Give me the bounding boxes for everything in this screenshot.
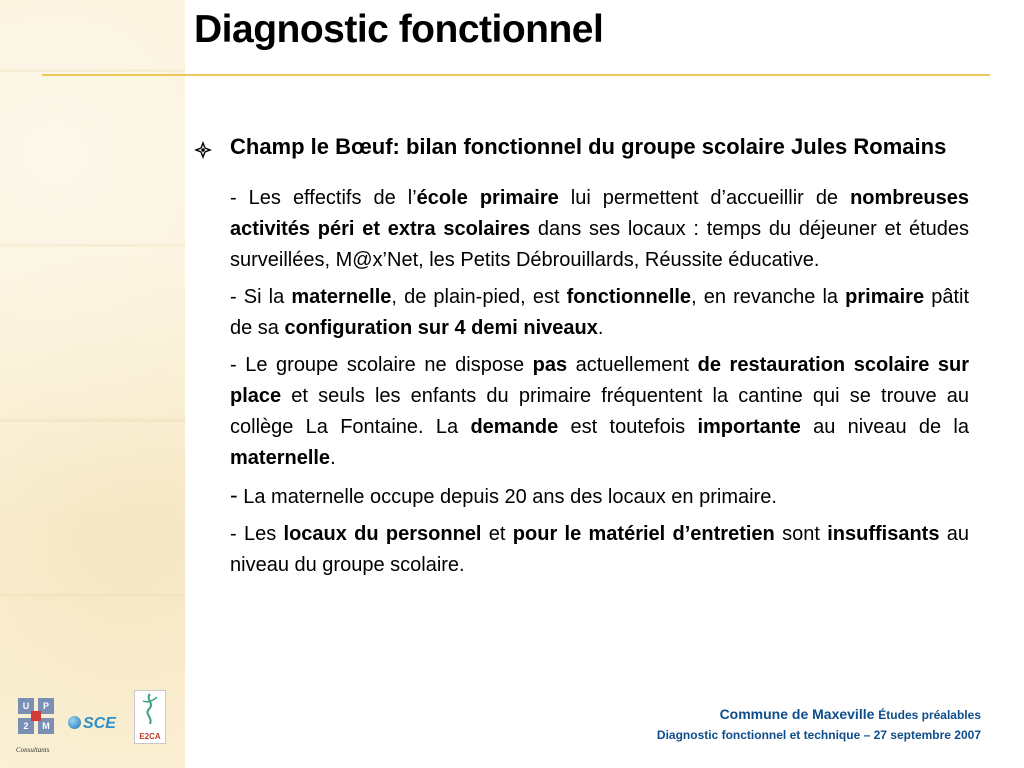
text-run: - Les [230,523,284,545]
title-divider [42,74,990,76]
text-run: sont [774,523,828,545]
up2m-letter-p: P [38,698,54,714]
text-run: . [597,317,604,339]
text-run: , de plain-pied, est [391,286,567,308]
paragraph-locaux-maternelle [230,480,969,513]
text-run: lui permettent d’accueillir de [558,187,851,209]
paragraph-locaux-personnel [230,519,969,581]
up2m-logo [14,698,58,754]
page-title: Diagnostic fonctionnel [194,8,604,51]
footer-commune: Commune de Maxeville [719,706,875,722]
sce-logo [68,714,132,734]
text-run: - [230,482,238,508]
e2ca-figure-icon [135,691,165,727]
text-run: dans ses locaux : temps du déjeuner et études surveillées, M@x’Net, les Petits Débrouillards, Réussite éducative. [230,218,970,271]
text-run: - Le groupe scolaire ne dispose [230,354,533,376]
bullet-item [194,131,969,167]
text-run-bold: maternelle [291,286,392,308]
text-run-bold: maternelle [230,447,331,469]
paragraph-maternelle [230,282,969,344]
text-run: et [481,523,513,545]
sce-logo-text: SCE [83,715,116,732]
slide-footer [657,703,981,744]
text-run-bold: fonctionnelle [566,286,692,308]
paragraph-restauration [230,350,969,474]
text-run: - Si la [230,286,292,308]
text-run-bold: locaux du personnel [283,523,482,545]
text-run: La maternelle occupe depuis 20 ans des locaux en primaire. [237,486,777,508]
up2m-letter-u: U [18,698,34,714]
text-run: au niveau du groupe scolaire. [230,523,970,576]
text-run: est toutefois [558,416,698,438]
text-run: pâtit de sa [230,286,970,339]
text-run-bold: primaire [845,286,925,308]
up2m-center-dot [31,711,41,721]
decorative-sidebar [0,0,185,768]
paragraph-effectifs [230,183,969,276]
up2m-letter-m: M [38,718,54,734]
bullet-heading: Champ le Bœuf: bilan fonctionnel du groupe scolaire Jules Romains [230,134,947,159]
text-run: . [330,447,336,469]
text-run-bold: importante [697,416,801,438]
text-run: actuellement [567,354,698,376]
text-run-bold: configuration sur 4 demi niveaux [284,317,598,339]
slide-content [194,131,969,581]
text-run: au niveau de la [800,416,969,438]
text-run-bold: insuffisants [827,523,940,545]
text-run: , en revanche la [691,286,846,308]
up2m-letter-2: 2 [18,718,34,734]
text-run-bold: pas [532,354,568,376]
e2ca-logo [134,690,166,744]
diamond-bullet-icon [194,131,230,167]
text-run-bold: nombreuses activités péri et extra scolaires [230,187,970,240]
text-run-bold: de restauration scolaire sur place [230,354,969,407]
text-run: - Les effectifs de l’ [230,187,417,209]
footer-subtitle: Diagnostic fonctionnel et technique – 27 septembre 2007 [656,728,981,742]
footer-etudes: Études préalables [878,708,981,722]
text-run: et seuls les enfants du primaire fréquentent la cantine qui se trouve au collège La Fontaine. La [230,385,969,438]
text-run-bold: école primaire [416,187,559,209]
sce-globe-icon [68,716,81,729]
up2m-tagline: Consultants [16,746,50,754]
e2ca-logo-text: E2CA [139,732,161,741]
text-run-bold: pour le matériel d’entretien [512,523,775,545]
text-run-bold: demande [470,416,559,438]
